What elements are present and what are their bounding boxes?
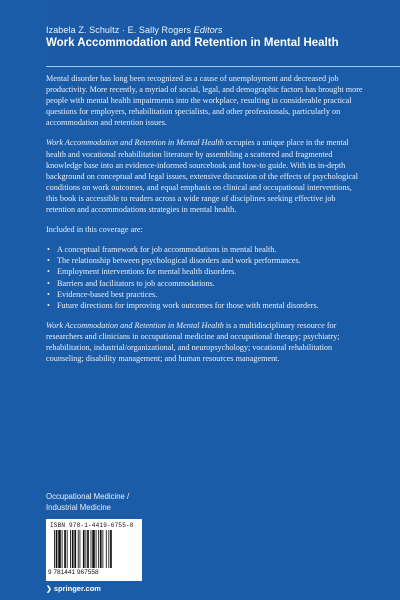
list-item-text: Future directions for improving work outcomes for those with mental disorders. <box>57 300 319 310</box>
barcode-bar <box>98 530 99 568</box>
barcode-bar <box>78 530 79 568</box>
list-item-text: A conceptual framework for job accommodations in mental health. <box>57 245 277 255</box>
blurb-paragraph-2 <box>46 137 364 215</box>
bullet-icon: • <box>47 245 50 255</box>
list-item <box>46 255 364 266</box>
bullet-icon: • <box>47 256 50 266</box>
blurb-paragraph-1: Mental disorder has long been recognized as a cause of unemployment and decreased job productivity. More recently, a myriad of social, legal, and demographic factors has brought more people with mental health impairments into the workplace, resulting in considerable practical questions for employers, rehabilitation specialists, and other professionals, particularly on accommodation and retention issues. <box>46 74 363 128</box>
barcode-bar <box>80 530 81 568</box>
arrow-icon: ❯ <box>46 586 52 593</box>
barcode-bar <box>91 530 92 568</box>
list-item <box>46 266 364 277</box>
barcode-bar <box>100 530 102 568</box>
editors-label: Editors <box>193 25 223 35</box>
barcode-bar <box>58 530 61 568</box>
barcode-bar <box>85 530 86 568</box>
blurb <box>46 73 364 373</box>
barcode-bar <box>110 530 112 568</box>
barcode-bar <box>56 530 58 568</box>
coverage-list <box>46 244 364 311</box>
barcode-bars <box>54 530 136 568</box>
editors-line <box>46 25 223 35</box>
coverage-intro: Included in this coverage are: <box>46 225 143 235</box>
paragraph-2-text: occupies a unique place in the mental health and vocational rehabilitation literature by assembling a scattered and fragmented knowledge base into an evidence-informed sourcebook and how-to guide. With its in-depth background on conceptual and legal issues, extensive discussion of the effects of psychological conditions on work outcomes, and equal emphasis on clinical and occupational interventions, this book is accessible to readers across a wide range of disciplines seeking effective job retention and accommodations strategies in mental health. <box>46 138 359 215</box>
paragraph-3-text: is a multidisciplinary resource for researchers and clinicians in occupational medicine and occupational therapy; psychiatry; rehabilitation, industrial/organizational, and neuropsychology; vocational rehabilitation counseling; disability management; and human resources management. <box>46 320 340 364</box>
publisher-url-text: springer.com <box>53 584 101 593</box>
header-divider <box>46 66 400 67</box>
barcode-bar <box>74 530 76 568</box>
list-item <box>46 278 364 289</box>
barcode-bar <box>92 530 95 568</box>
list-item <box>46 244 364 255</box>
series-line-1: Occupational Medicine / <box>46 492 130 501</box>
barcode-bar <box>72 530 74 568</box>
barcode-bar <box>64 530 66 568</box>
title-italic: Work Accommodation and Retention in Mental Health <box>46 320 224 330</box>
list-item-text: Evidence-based best practices. <box>57 289 158 299</box>
barcode-bar <box>67 530 68 568</box>
barcode-bar <box>62 530 63 568</box>
list-item <box>46 300 364 311</box>
barcode-bar <box>102 530 103 568</box>
editors-names: Izabela Z. Schultz · E. Sally Rogers <box>46 25 192 35</box>
barcode-bar <box>108 530 109 568</box>
series-line-2: Industrial Medicine <box>46 502 112 512</box>
bullet-icon: • <box>47 300 50 310</box>
barcode-bar <box>70 530 71 568</box>
barcode-bar <box>96 530 97 568</box>
list-item-text: The relationship between psychological disorders and work performances. <box>57 256 301 266</box>
title-italic: Work Accommodation and Retention in Mental Health <box>46 138 224 148</box>
bullet-icon: • <box>47 267 50 277</box>
barcode <box>46 519 142 581</box>
series-label <box>46 492 129 513</box>
publisher-url <box>46 584 101 593</box>
list-item-text: Employment interventions for mental health disorders. <box>57 267 237 277</box>
barcode-digits: 9 781441 967558 <box>48 569 99 576</box>
barcode-bar <box>83 530 85 568</box>
barcode-bar <box>87 530 89 568</box>
list-item <box>46 289 364 300</box>
barcode-bar <box>54 530 55 568</box>
list-item-text: Barriers and facilitators to job accommodations. <box>57 278 215 288</box>
isbn-text: ISBN 978-1-4419-6755-8 <box>50 522 134 529</box>
blurb-paragraph-3 <box>46 320 364 364</box>
barcode-bar <box>106 530 107 568</box>
book-title: Work Accommodation and Retention in Mental Health <box>46 37 339 49</box>
bullet-icon: • <box>47 278 50 288</box>
bullet-icon: • <box>47 289 50 299</box>
